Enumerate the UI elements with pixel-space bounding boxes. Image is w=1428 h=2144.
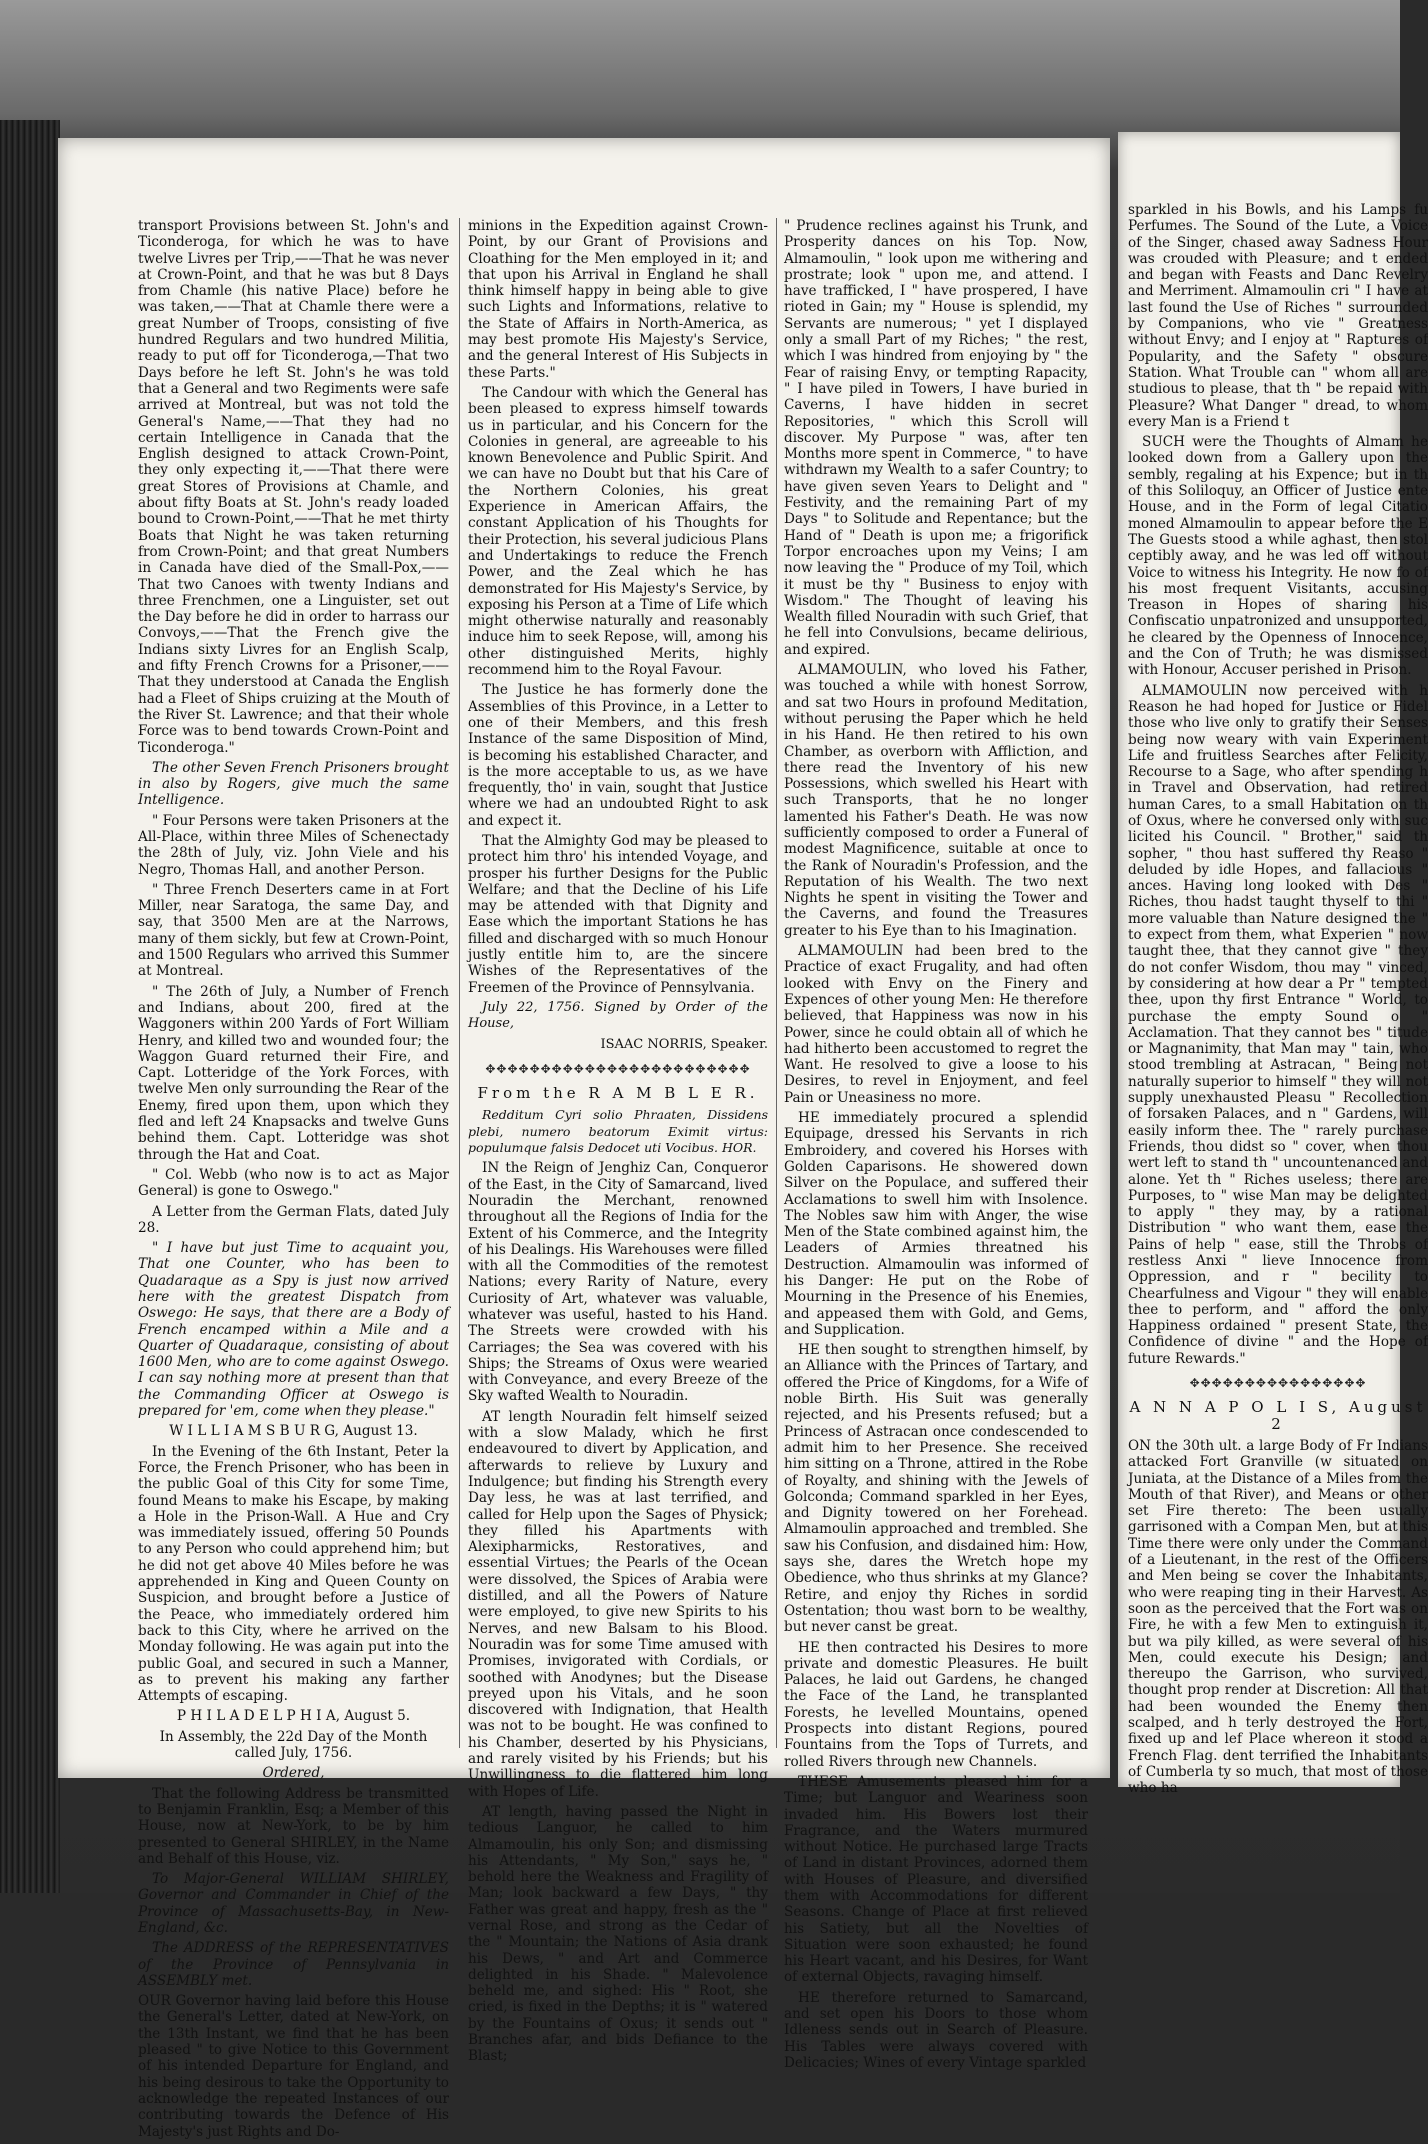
- paragraph: OUR Governor having laid before this House the General's Letter, dated at New-York, on the 13th Instant, we find that he has been pleased " to give Notice to this Government of his intended Departure for England, and his being desirous to take the Opportunity to acknowledge the repeated Instances of our contributing towards the Defence of His Majesty's just Rights and Do-: [138, 1993, 449, 2140]
- paragraph: In Assembly, the 22d Day of the Month called July, 1756.: [159, 1728, 428, 1762]
- ornament-divider: ✥✥✥✥✥✥✥✥✥✥✥✥✥✥✥✥✥✥✥✥✥✥✥✥: [485, 1061, 751, 1076]
- paragraph: " Three French Deserters came in at Fort Miller, near Saratoga, the same Day, and say, that 3500 Men are at the Narrows, many of them sickly, but few at Crown-Point, and 1500 Regulars who arrived this Summer at Montreal.: [138, 881, 449, 980]
- section-heading: From the R A M B L E R.: [477, 1084, 759, 1103]
- paragraph: " Four Persons were taken Prisoners at the All-Place, within three Miles of Schenectady the 28th of July, viz. John Viele and his Negro, Thomas Hall, and another Person.: [138, 812, 449, 878]
- paragraph: Ordered,: [262, 1765, 325, 1782]
- book-binding-edge: [0, 120, 60, 1893]
- paragraph: ALMAMOULIN, who loved his Father, was touched a while with honest Sorrow, and sat two Hours in profound Meditation, without perusing the Paper which he held in his Hand. He then retired to his own Chamber, as overborn with Affliction, and there read the Inventory of his new Possessions, which swelled his Heart with such Transports, that he no longer lamented his Father's Death. He was now sufficiently composed to order a Funeral of modest Magnificence, suitable at once to the Rank of Nouradin's Profession, and the Reputation of his Wealth. The two next Nights he spent in visiting the Tower and the Caverns, and found the Treasures greater to his Eye than to his Imagination.: [784, 662, 1088, 939]
- paragraph: HE immediately procured a splendid Equipage, dressed his Servants in rich Embroidery, and covered his Horses with Golden Caparisons. He showered down Silver on the Populace, and suffered their Acclamations to swell him with Insolence. The Nobles saw him with Anger, the wise Men of the State combined against him, the Leaders of Armies threatned his Destruction. Almamoulin was informed of his Danger: He put on the Robe of Mourning in the Presence of his Enemies, and appeased them with Gold, and Gems, and Supplication.: [784, 1110, 1088, 1338]
- paragraph: HE then contracted his Desires to more private and domestic Pleasures. He built Palaces, he laid out Gardens, he changed the Face of the Land, he transplanted Forests, he levelled Mountains, opened Prospects into distant Regions, poured Fountains from the Tops of Turrets, and rolled Rivers through new Channels.: [784, 1639, 1088, 1770]
- dateline: P H I L A D E L P H I A, August 5.: [176, 1708, 411, 1725]
- paragraph: The other Seven French Prisoners brought in also by Rogers, give much the same Intelligence.: [138, 759, 449, 809]
- dateline: W I L L I A M S B U R G, August 13.: [169, 1423, 418, 1440]
- paragraph: AT length, having passed the Night in tedious Languor, he called to him Almamoulin, his only Son; and dismissing his Attendants, " My Son," says he, " behold here the Weakness and Fragility of Man; look backward a few Days, " thy Father was great and happy, fresh as the " vernal Rose, and strong as the Cedar of the " Mountain; the Nations of Asia drank his Dews, " and Art and Commerce delighted in his Shade. " Malevolence beheld me, and sighed: His " Root, she cried, is fixed in the Depths; it is " watered by the Fountains of Oxus; it sends out " Branches afar, and bids Defiance to the Blast;: [468, 1803, 768, 2065]
- paragraph: The Candour with which the General has been pleased to express himself towards us in particular, and his Concern for the Colonies in general, are agreeable to his known Benevolence and Public Spirit. And we can have no Doubt but that his Care of the Northern Colonies, his great Experience in American Affairs, the constant Application of his Thoughts for their Protection, his several judicious Plans and Undertakings to reduce the French Power, and the Zeal which he has demonstrated for His Majesty's Service, by exposing his Person at a Time of Life which might otherwise naturally and reasonably induce him to seek Repose, will, among his other distinguished Merits, highly recommend him to the Royal Favour.: [468, 384, 768, 679]
- paragraph: ALMAMOULIN had been bred to the Practice of exact Frugality, and had often looked with Envy on the Finery and Expences of other young Men: He therefore believed, that Happiness was now in his Power, since he could obtain all of which he had hitherto been accustomed to regret the Want. He resolved to give a loose to his Desires, to revel in Enjoyment, and feel Pain or Uneasiness no more.: [784, 943, 1088, 1106]
- section-heading: A N N A P O L I S, August 2: [1129, 1398, 1427, 1433]
- paragraph: HE therefore returned to Samarcand, and set open his Doors to those whom Idleness sends out in Search of Pleasure. His Tables were always covered with Delicacies; Wines of every Vintage sparkled: [784, 1989, 1088, 2071]
- column-rule: [459, 218, 460, 1748]
- paragraph: HE then sought to strengthen himself, by an Alliance with the Princes of Tartary, and offered the Price of Kingdoms, for a Wife of noble Birth. His Suit was generally rejected, and his Presents refused; but a Princess of Astracan once condescended to admit him to her Presence. She received him sitting on a Throne, attired in the Robe of Royalty, and shining with the Jewels of Golconda; Command sparkled in her Eyes, and Dignity towered on her Forehead. Almamoulin approached and trembled. She saw his Confusion, and disdained him: How, says she, dares the Wretch hope my Obedience, who thus shrinks at my Glance? Retire, and enjoy thy Riches in sordid Ostentation; thou wast born to be wealthy, but never canst be great.: [784, 1342, 1088, 1636]
- paragraph: To Major-General WILLIAM SHIRLEY, Governor and Commander in Chief of the Province of Massachusetts-Bay, in New-England, &c.: [138, 1871, 449, 1936]
- paragraph: IN the Reign of Jenghiz Can, Conqueror of the East, in the City of Samarcand, lived Nouradin the Merchant, renowned throughout all the Regions of India for the Extent of his Commerce, and the Integrity of his Dealings. His Warehouses were filled with all the Commodities of the remotest Nations; every Rarity of Nature, every Curiosity of Art, whatever was valuable, whatever was useful, hasted to his Hand. The Streets were crowded with his Carriages; the Sea was covered with his Ships; the Streams of Oxus were wearied with Conveyance, and every Breeze of the Sky wafted Wealth to Nouradin.: [468, 1160, 768, 1405]
- paragraph: AT length Nouradin felt himself seized with a slow Malady, which he first endeavoured to divert by Application, and afterwards to relieve by Luxury and Indulgence; but finding his Strength every Day less, he was at last terrified, and called for Help upon the Sages of Physick; they filled his Apartments with Alexipharmicks, Restoratives, and essential Virtues; the Pearls of the Ocean were dissolved, the Spices of Arabia were distilled, and all the Powers of Nature were employed, to give new Spirits to his Nerves, and new Balsam to his Blood. Nouradin was for some Time amused with Promises, invigorated with Cordials, or soothed with Anodynes; but the Disease preyed upon his Vitals, and he soon discovered with Indignation, that Health was not to be bought. He was confined to his Chamber, deserted by his Physicians, and rarely visited by his Friends; but his Unwillingness to die flattered him long with Hopes of Life.: [468, 1408, 768, 1800]
- paragraph: " The 26th of July, a Number of French and Indians, about 200, fired at the Waggoners within 200 Yards of Fort William Henry, and killed two and wounded four; the Waggon Guard returned their Fire, and Capt. Lotteridge of the York Forces, with twelve Men only surrounding the Rear of the Enemy, fired upon them, upon which they fled and left 24 Knapsacks and twelve Guns behind them. Capt. Lotteridge was shot through the Hat and Coat.: [138, 983, 449, 1163]
- paragraph: " Col. Webb (who now is to act as Major General) is gone to Oswego.": [138, 1166, 449, 1200]
- paragraph: ALMAMOULIN now perceived with h Reason he had hoped for Justice or Fidel those who live only to gratify their Senses being now weary with vain Experiment Life and fruitless Searches after Felicity, Recourse to a Sage, who after spending h in Travel and Observation, had retired human Cares, to a small Habitation on th of Oxus, where he conversed only with suc licited his Council. " Brother," said th sopher, " thou hast suffered thy Reaso " deluded by idle Hopes, and fallacious " ances. Having long looked with Des " Riches, thou hadst taught thyself to thi " more valuable than Nature designed the " to expect from them, what Experien " now taught thee, that they cannot give " they do not confer Wisdom, thou may " vinced, by considering at how dear a Pr " tempted thee, upon thy first Entrance " World, to purchase the empty Sound o " Acclamation. That they cannot bes " titude or Magnanimity, that Man may " tain, who stood trembling at Astracan, " Being not naturally superior to himself " they will not supply unexhausted Pleasu " Recollection of forsaken Palaces, and n " Gardens, will easily inform thee. The " rarely purchase Friends, thou didst so " cover, when thou wert left to stand th " uncountenanced and alone. Yet th " Riches useless; there are Purposes, to " wise Man may be delighted to apply " they may, by a rational Distribution " who want them, ease the Pains of help " ease, still the Throbs of restless Anxi " lieve Innocence from Oppression, and r " becility to Chearfulness and Vigour " they will enable thee to perform, and " afford the only Happiness ordained " present State, the Confidence of divine " and the Hope of future Rewards.": [1128, 682, 1428, 1367]
- newspaper-page: [58, 138, 1110, 2140]
- adjacent-page: [1118, 132, 1428, 1797]
- paragraph: In the Evening of the 6th Instant, Peter la Force, the French Prisoner, who has been in the public Goal of this City for some Time, found Means to make his Escape, by making a Hole in the Prison-Wall. A Hue and Cry was immediately issued, offering 50 Pounds to any Person who could apprehend him; but he did not get above 40 Miles before he was apprehended in King and Queen County on Suspicion, and brought before a Justice of the Peace, who immediately ordered him back to this City, where he arrived on the Monday following. He was again put into the public Goal, and secured in such a Manner, as to prevent his making any farther Attempts of escaping.: [138, 1443, 449, 1705]
- paragraph: minions in the Expedition against Crown-Point, by our Grant of Provisions and Cloathing for the Men employed in it; and that upon his Arrival in England he shall think himself happy in being able to give such Lights and Informations, relative to the State of Affairs in North-America, as may best promote His Majesty's Service, and the general Interest of His Subjects in these Parts.": [468, 218, 768, 381]
- signature-line: July 22, 1756. Signed by Order of the House,: [468, 999, 768, 1032]
- column-2: [468, 218, 768, 2069]
- paragraph: SUCH were the Thoughts of Almam he looked down from a Gallery upon the sembly, regaling at his Expence; but in th of this Soliloquy, an Officer of Justice ente House, and in the Form of legal Citatio moned Almamoulin to appear before the E The Guests stood a while aghast, then stol ceptibly away, and he was led off without Voice to witness his Integrity. He now fo of his most frequent Visitants, accusing Treason in Hopes of sharing his Confiscatio unpatronized and unsupported, he cleared by the Openness of Innocence, and the Con of Truth; he was dismissed with Honour, Accuser perished in Prison.: [1128, 434, 1428, 679]
- paragraph: That the following Address be transmitted to Benjamin Franklin, Esq; a Member of this House, now at New-York, to be by him presented to General SHIRLEY, in the Name and Behalf of this House, viz.: [138, 1785, 449, 1867]
- column-1: [138, 218, 449, 2144]
- paragraph: " I have but just Time to acquaint you, That one Counter, who has been to Quadaraque as a Spy is just now arrived here with the greatest Dispatch from Oswego: He says, that there are a Body of French encamped within a Mile and a Quarter of Quadaraque, consisting of about 1600 Men, who are to come against Oswego. I can say nothing more at present than that the Commanding Officer at Oswego is prepared for 'em, come when they please.": [138, 1240, 449, 1420]
- paragraph: The Justice he has formerly done the Assemblies of this Province, in a Letter to one of their Members, and this fresh Instance of the same Disposition of Mind, is becoming his established Character, and is the more acceptable to us, as we have frequently, tho' in vain, sought that Justice where we had an undoubted Right to ask and expect it.: [468, 682, 768, 829]
- paragraph: sparkled in his Bowls, and his Lamps fu Perfumes. The Sound of the Lute, a Voice of the Singer, chased away Sadness Hour was crouded with Pleasure; and t ended and began with Feasts and Danc Revelry and Merriment. Almamoulin cri " I have at last found the Use of Riches " surrounded by Companions, who vie " Greatness without Envy; and I enjoy at " Raptures of Popularity, and the Safety " obscure Station. What Trouble can " whom all are studious to please, that th " be repaid with Pleasure? What Danger " dread, to whom every Man is a Friend t: [1128, 202, 1428, 430]
- paragraph: " Prudence reclines against his Trunk, and Prosperity dances on his Top. Now, Almamoulin, " look upon me withering and prostrate; look " upon me, and attend. I have trafficked, I " have prospered, I have rioted in Gain; my " House is splendid, my Servants are numerous; " yet I displayed only a small Part of my Riches; " the rest, which I was hindred from enjoying by " the Fear of raising Envy, or tempting Rapacity, " I have piled in Towers, I have buried in Caverns, I have hidden in secret Repositories, " which this Scroll will discover. My Purpose " was, after ten Months more spent in Commerce, " to have withdrawn my Wealth to a safer Country; to have given seven Years to Delight and " Festivity, and the remaining Part of my Days " to Solitude and Repentance; but the Hand of " Death is upon me; a frigorifick Torpor encroaches upon my Veins; I am now leaving the " Produce of my Toil, which it must be thy " Business to enjoy with Wisdom." The Thought of leaving his Wealth filled Nouradin with such Grief, that he fell into Convulsions, became delirious, and expired.: [784, 218, 1088, 658]
- column-rule: [776, 218, 777, 1748]
- ornament-divider: ✥✥✥✥✥✥✥✥✥✥✥✥✥✥✥✥: [1189, 1376, 1367, 1391]
- epigraph: Redditum Cyri solio Phraaten, Dissidens plebi, numero beatorum Eximit virtus: populumque falsis Dedocet uti Vocibus. HOR.: [468, 1107, 768, 1156]
- signature-name: ISAAC NORRIS, Speaker.: [600, 1036, 768, 1052]
- column-4: [1128, 202, 1428, 1801]
- paragraph: THESE Amusements pleased him for a Time; but Languor and Weariness soon invaded him. His Bowers lost their Fragrance, and the Waters murmured without Notice. He purchased large Tracts of Land in distant Provinces, adorned them with Houses of Pleasure, and diversified them with Accommodations for different Seasons. Change of Place at first relieved his Satiety, but all the Novelties of Situation were soon exhausted; he found his Heart vacant, and his Desires, for Want of external Objects, ravaging himself.: [784, 1773, 1088, 1986]
- paragraph: transport Provisions between St. John's and Ticonderoga, for which he was to have twelve Livres per Trip,——That he was never at Crown-Point, and that he was but 8 Days from Chamle (his native Place) before he was taken,——That at Chamle there were a great Number of Troops, consisting of five hundred Regulars and two hundred Militia, ready to put off for Ticonderoga,—That two Days before he left St. John's he was told that a General and two Regiments were safe arrived at Montreal, but was not told the General's Name,——That they had no certain Intelligence in Canada that the English designed to attack Crown-Point, they only expecting it,——That there were great Stores of Provisions at Chamle, and about fifty Boats at St. John's ready loaded bound to Crown-Point,——That he met thirty Boats that Night he was taken returning from Crown-Point; and that great Numbers in Canada have died of the Small-Pox,——That two Canoes with twenty Indians and three Frenchmen, one a Linguister, set out the Day before he did in order to harrass our Convoys,——That the French give the Indians sixty Livres for an English Scalp, and fifty French Crowns for a Prisoner,——That they understood at Canada the English had a Fleet of Ships cruizing at the Mouth of the River St. Lawrence; and that their whole Force was to bend towards Crown-Point and Ticonderoga.": [138, 218, 450, 756]
- paragraph: The ADDRESS of the REPRESENTATIVES of the Province of Pennsylvania in ASSEMBLY met.: [138, 1940, 449, 1989]
- paragraph: That the Almighty God may be pleased to protect him thro' his intended Voyage, and prosper his further Designs for the Public Welfare; and that the Decline of his Life may be attended with that Dignity and Ease which the important Stations he has filled and discharged with so much Honour justly entitle him to, are the sincere Wishes of the Representatives of the Freemen of the Province of Pennsylvania.: [468, 832, 768, 996]
- paragraph: ON the 30th ult. a large Body of Fr Indians attacked Fort Granville (w situated on Juniata, at the Distance of a Miles from the Mouth of that River), and Means or other set Fire thereto: The been usually garrisoned with a Compan Men, but at this Time there were only under the Command of a Lieutenant, in the rest of the Officers and Men being se cover the Inhabitants, who were reaping ting in their Harvest. As soon as the perceived that the Fort was on Fire, he with a few Men to extinguish it, but wa pily killed, as were several of his Men, could execute his Design; and thereupo the Garrison, who survived, thought prop render at Discretion: All that had been wounded the Enemy then scalped, and h terly destroyed the Fort, fixed up and lef Place whereon it stood a French Flag. dent terrified the Inhabitants of Cumberla ty so much, that most of those who ha: [1128, 1437, 1428, 1797]
- paragraph: A Letter from the German Flats, dated July 28.: [138, 1203, 449, 1236]
- column-3: [784, 218, 1088, 2075]
